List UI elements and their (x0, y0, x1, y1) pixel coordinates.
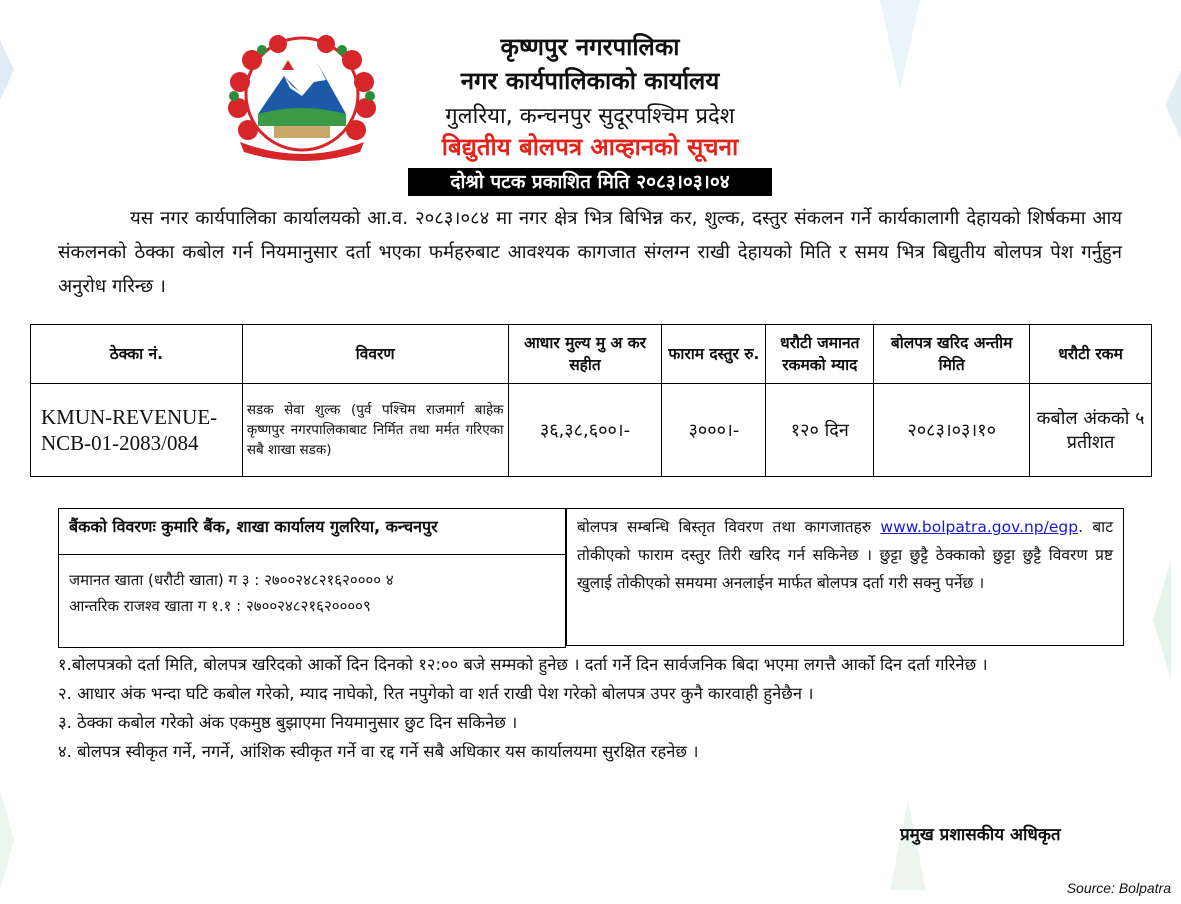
table-header-row (31, 325, 1152, 384)
tender-table (30, 324, 1152, 477)
source-credit: Source: Bolpatra (1066, 880, 1171, 896)
bid-info-box (566, 508, 1124, 646)
watermark-shape (1165, 70, 1181, 140)
info-text: . बाट तोकीएको फाराम दस्तुर तिरी खरिद गर्न सकिनेछ । छुट्टा छुट्टै ठेक्काको छुट्टा छुट्टै विवरण प्रष्ट खुलाई तोकीएको समयमा अनलाईन मार्फत बोलपत्र दर्ता गरी सक्नु पर्नेछ । (577, 518, 1114, 592)
last-date-cell: २०८३।०३।१० (874, 384, 1030, 477)
term-item: २. आधार अंक भन्दा घटि कबोल गरेको, म्याद नाघेको, रित नपुगेको वा शर्त राखी पेश गरेको बोलपत्र उपर कुनै कारवाही हुनेछैन । (58, 684, 814, 703)
watermark-shape (0, 40, 14, 100)
terms-list (58, 650, 1124, 766)
contract-number-cell: KMUN-REVENUE-NCB-01-2083/084 (31, 384, 243, 477)
column-header: आधार मुल्य मु अ कर सहीत (508, 325, 662, 384)
term-item: १.बोलपत्रको दर्ता मिति, बोलपत्र खरिदको आर्को दिन दिनको १२:०० बजे सम्मको हुनेछ । दर्ता गर्ने दिन सार्वजनिक बिदा भएमा लगत्तै आर्को दिन दर्ता गरिनेछ । (58, 655, 988, 674)
description-cell: सडक सेवा शुल्क (पुर्व पश्चिम राजमार्ग बाहेक कृष्णपुर नगरपालिकाबाट निर्मित तथा मर्मत गरिएका सबै शाखा सडक) (242, 384, 508, 477)
column-header: विवरण (242, 325, 508, 384)
column-header: फाराम दस्तुर रु. (662, 325, 766, 384)
intro-paragraph: यस नगर कार्यपालिका कार्यालयको आ.व. २०८३।०८४ मा नगर क्षेत्र भित्र बिभिन्न कर, शुल्क, दस्तुर संकलन गर्ने कार्यकालागी देहायको शिर्षकमा आय संकलनको ठेक्का कबोल गर्न नियमानुसार दर्ता भएका फर्महरुबाट आवश्यक कागजात संग्लग्न राखी देहायको मिति र समय भित्र बिद्युतीय बोलपत्र पेश गर्नुहुन अनुरोध गरिन्छ । (58, 208, 1122, 297)
table-row (31, 384, 1152, 477)
deposit-amount-cell: कबोल अंकको ५ प्रतीशत (1030, 384, 1152, 477)
watermark-shape (880, 0, 920, 90)
column-header: धरौटी जमानत रकमको म्याद (766, 325, 874, 384)
bolpatra-link[interactable]: www.bolpatra.gov.np/egp (880, 518, 1079, 536)
bank-account-line: जमानत खाता (धरौटी खाता) ग ३ : २७००२४८२१६२०००० ४ (69, 571, 394, 589)
column-header: बोलपत्र खरिद अन्तीम मिति (874, 325, 1030, 384)
nepal-emblem-logo (222, 30, 382, 166)
office-address: गुलरिया, कन्चनपुर सुदूरपश्चिम प्रदेश (445, 104, 735, 129)
term-item: ३. ठेक्का कबोल गरेको अंक एकमुष्ठ बुझाएमा नियमानुसार छुट दिन सकिनेछ । (58, 713, 518, 732)
column-header: धरौटी रकम (1030, 325, 1152, 384)
bank-heading: बैंकको विवरणः कुमारि बैंक, शाखा कार्यालय गुलरिया, कन्चनपुर (59, 509, 565, 555)
bank-details-box (58, 508, 566, 648)
publish-date-banner: दोश्रो पटक प्रकाशित मिति २०८३।०३।०४ (408, 168, 772, 196)
column-header: ठेक्का नं. (31, 325, 243, 384)
signatory-title: प्रमुख प्रशासकीय अधिकृत (900, 825, 1061, 845)
term-item: ४. बोलपत्र स्वीकृत गर्ने, नगर्ने, आंशिक स्वीकृत गर्ने वा रद्द गर्ने सबै अधिकार यस कार्यालयमा सुरक्षित रहनेछ । (58, 742, 699, 761)
watermark-shape (1153, 560, 1171, 680)
watermark-shape (0, 790, 14, 890)
info-text: बोलपत्र सम्बन्धि बिस्तृत विवरण तथा कागजातहरु (577, 518, 872, 536)
watermark-shape (890, 800, 926, 890)
bank-account-line: आन्तरिक राजश्व खाता ग १.१ : २७००२४८२१६२००००९ (69, 597, 371, 615)
form-fee-cell: ३०००।- (662, 384, 766, 477)
notice-title: बिद्युतीय बोलपत्र आव्हानको सूचना (441, 133, 739, 161)
bond-validity-cell: १२० दिन (766, 384, 874, 477)
municipality-name: कृष्णपुर नगरपालिका (500, 33, 680, 61)
base-price-cell: ३६,३८,६००।- (508, 384, 662, 477)
office-name: नगर कार्यपालिकाको कार्यालय (460, 67, 720, 95)
